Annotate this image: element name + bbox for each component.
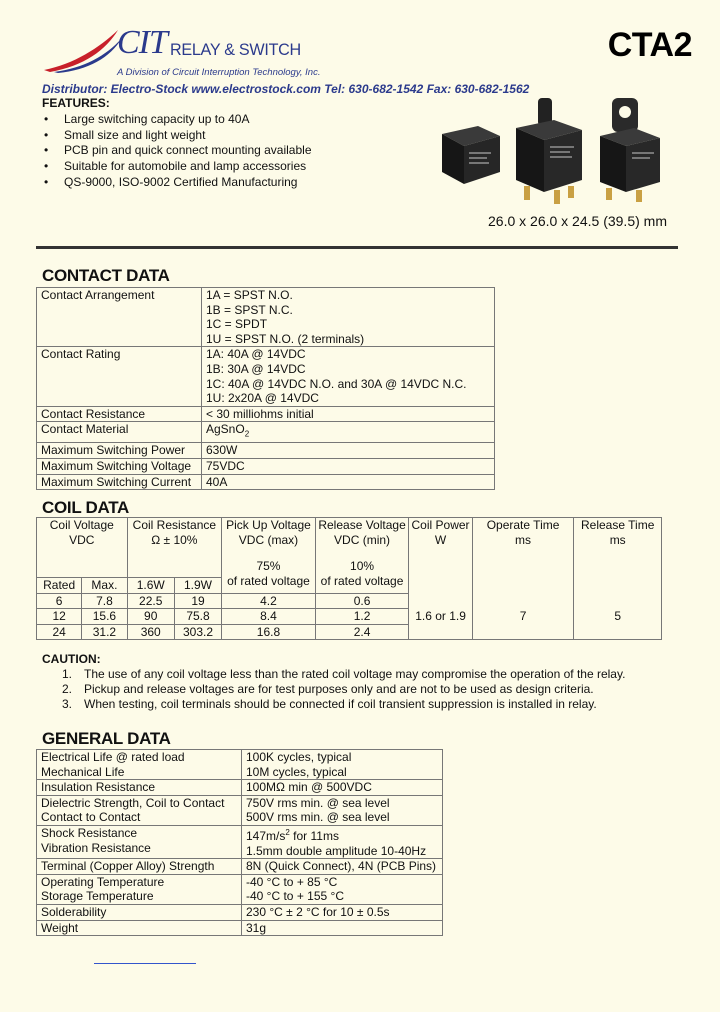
caution-title: CAUTION:	[42, 652, 101, 666]
max-current-label: Maximum Switching Current	[37, 474, 202, 490]
coil-voltage-header	[37, 518, 128, 578]
coil-cell: 0.6	[315, 593, 409, 609]
contact-material-value	[202, 422, 495, 443]
general-data-title: GENERAL DATA	[42, 729, 171, 748]
header-line: W	[434, 532, 447, 547]
header-line: VDC	[69, 532, 95, 547]
max-current-value: 40A	[202, 474, 495, 490]
rating-line: 1C: 40A @ 14VDC N.O. and 30A @ 14VDC N.C.	[206, 376, 467, 391]
operate-time-value: 7	[472, 593, 574, 640]
header-line: Coil Resistance	[132, 518, 217, 532]
text-fragment: 2.	[62, 682, 73, 696]
text-line: Operating Temperature	[41, 874, 165, 889]
coil-cell: 90	[127, 609, 174, 625]
feature-item: • PCB pin and quick connect mounting available	[64, 143, 312, 159]
coil-cell: 6	[37, 593, 82, 609]
coil-resistance-header	[127, 518, 222, 578]
coil-cell: 4.2	[222, 593, 316, 609]
text-line: 100K cycles, typical	[246, 750, 352, 764]
general-value	[242, 825, 443, 858]
general-label: Terminal (Copper Alloy) Strength	[37, 859, 242, 875]
text-line: When testing, coil terminals should be connected if coil transient suppression is installed in relay.	[84, 697, 597, 711]
logo-cit: CIT	[117, 24, 167, 61]
text-line: The use of any coil voltage less than the rated coil voltage may compromise the operation of the relay.	[84, 667, 626, 681]
caution-list	[64, 667, 625, 712]
contact-rating-value	[202, 347, 495, 406]
header-line: Pick Up Voltage	[226, 518, 311, 532]
text-line: Shock Resistance	[41, 825, 138, 840]
contact-rating-label: Contact Rating	[37, 347, 202, 406]
rating-line: 1B: 30A @ 14VDC	[206, 361, 306, 376]
coil-cell: 19	[174, 593, 221, 609]
rating-line: 1U: 2x20A @ 14VDC	[206, 391, 319, 406]
relay-quick-connect-image	[510, 94, 590, 206]
contact-data-table	[36, 287, 495, 490]
logo-swoosh-icon	[44, 30, 124, 74]
general-label: Solderability	[37, 904, 242, 920]
feature-item: • Large switching capacity up to 40A	[64, 112, 312, 128]
coil-cell: 7.8	[82, 593, 127, 609]
max-power-value: 630W	[202, 443, 495, 459]
arrangement-line: 1C = SPDT	[206, 317, 268, 332]
pickup-voltage-header	[222, 518, 316, 594]
arrangement-line: 1U = SPST N.O. (2 terminals)	[206, 331, 365, 346]
text-line: Pickup and release voltages are for test purposes only and are not to be used as design criteria.	[84, 682, 594, 696]
caution-item	[64, 697, 625, 712]
text-fragment: 1.	[62, 667, 73, 681]
material-subscript: 2	[244, 429, 250, 439]
coil-data-title: COIL DATA	[42, 498, 130, 517]
release-time-value: 5	[574, 593, 662, 640]
text-line: for 11ms	[289, 828, 339, 843]
header-line: ms	[515, 532, 532, 547]
distributor-line[interactable]: Distributor: Electro-Stock www.electrostock.com Tel: 630-682-1542 Fax: 630-682-1562	[42, 82, 530, 96]
coil-cell: 24	[37, 624, 82, 640]
general-value	[242, 750, 443, 780]
header-line: Release Time	[581, 518, 655, 532]
product-title: CTA2	[607, 26, 692, 64]
max-voltage-value: 75VDC	[202, 458, 495, 474]
header-line: ms	[609, 532, 626, 547]
general-value	[242, 874, 443, 904]
contact-arrangement-label: Contact Arrangement	[37, 288, 202, 347]
general-value: 230 °C ± 2 °C for 10 ± 0.5s	[242, 904, 443, 920]
contact-resistance-value: < 30 milliohms initial	[202, 406, 495, 422]
coil-cell: 22.5	[127, 593, 174, 609]
feature-item: • QS-9000, ISO-9002 Certified Manufacturing	[64, 175, 312, 191]
rating-line: 1A: 40A @ 14VDC	[206, 347, 306, 362]
operate-time-header	[472, 518, 574, 594]
contact-data-title: CONTACT DATA	[42, 266, 170, 285]
text-fragment: 3.	[62, 697, 73, 711]
text-line: -40 °C to + 85 °C	[246, 874, 338, 889]
caution-item	[64, 682, 625, 697]
text-line: 500V rms min. @ sea level	[246, 810, 390, 825]
coil-cell: 31.2	[82, 624, 127, 640]
text-line: Vibration Resistance	[41, 840, 151, 855]
text-line: 2	[285, 827, 290, 837]
header-line: Coil Voltage	[49, 518, 114, 532]
features-list	[64, 112, 312, 191]
max-subheader: Max.	[82, 578, 127, 594]
header-line: Ω ± 10%	[151, 532, 198, 547]
header-line: 75%	[256, 559, 281, 574]
general-label	[37, 874, 242, 904]
feature-item: • Suitable for automobile and lamp accessories	[64, 159, 312, 175]
coil-cell: 8.4	[222, 609, 316, 625]
coil-data-table	[36, 517, 662, 640]
header-line: of rated voltage	[227, 573, 310, 588]
logo-relay-switch: RELAY & SWITCH	[170, 40, 301, 59]
header-line: 10%	[350, 559, 375, 574]
coil-cell: 360	[127, 624, 174, 640]
general-value	[242, 795, 443, 825]
contact-arrangement-value	[202, 288, 495, 347]
coil-power-value: 1.6 or 1.9	[409, 593, 472, 640]
arrangement-line: 1A = SPST N.O.	[206, 288, 293, 302]
text-line: Electrical Life @ rated load	[41, 750, 185, 764]
text-line: 750V rms min. @ sea level	[246, 795, 390, 810]
text-line: -40 °C to + 155 °C	[246, 889, 344, 904]
general-label: Insulation Resistance	[37, 780, 242, 796]
caution-item	[64, 667, 625, 682]
general-label: Weight	[37, 920, 242, 936]
rated-subheader: Rated	[37, 578, 82, 594]
general-value: 100MΩ min @ 500VDC	[242, 780, 443, 796]
general-value: 8N (Quick Connect), 4N (PCB Pins)	[242, 859, 443, 875]
header-line: VDC (max)	[238, 532, 299, 547]
coil-cell: 2.4	[315, 624, 409, 640]
general-data-table	[36, 749, 443, 936]
relay-bracket-image	[596, 98, 666, 208]
coil-cell: 16.8	[222, 624, 316, 640]
text-line: Contact to Contact	[41, 810, 141, 825]
header-line: Operate Time	[486, 518, 560, 532]
coil-cell: 75.8	[174, 609, 221, 625]
header-line: of rated voltage	[320, 573, 404, 588]
arrangement-line: 1B = SPST N.C.	[206, 302, 293, 317]
general-label	[37, 795, 242, 825]
features-title: FEATURES:	[42, 96, 110, 110]
coil-cell: 12	[37, 609, 82, 625]
text-line: Storage Temperature	[41, 889, 154, 904]
release-time-header	[574, 518, 662, 594]
general-label	[37, 825, 242, 858]
dimensions-caption: 26.0 x 26.0 x 24.5 (39.5) mm	[488, 213, 667, 229]
logo-division: A Division of Circuit Interruption Technology, Inc.	[117, 67, 321, 78]
resistance-16w-subheader: 1.6W	[127, 578, 174, 594]
coil-cell: 15.6	[82, 609, 127, 625]
coil-cell: 303.2	[174, 624, 221, 640]
text-line: 10M cycles, typical	[246, 764, 347, 779]
max-voltage-label: Maximum Switching Voltage	[37, 458, 202, 474]
max-power-label: Maximum Switching Power	[37, 443, 202, 459]
general-value: 31g	[242, 920, 443, 936]
relay-pcb-image	[436, 118, 506, 188]
general-label	[37, 750, 242, 780]
footer-link-underline[interactable]	[94, 963, 196, 964]
coil-power-header	[409, 518, 472, 594]
feature-item: • Small size and light weight	[64, 128, 312, 144]
text-line: 1.5mm double amplitude 10-40Hz	[246, 843, 427, 858]
coil-cell: 1.2	[315, 609, 409, 625]
contact-resistance-label: Contact Resistance	[37, 406, 202, 422]
release-voltage-header	[315, 518, 409, 594]
resistance-19w-subheader: 1.9W	[174, 578, 221, 594]
header-line: Release Voltage	[318, 518, 406, 532]
section-divider	[36, 246, 678, 249]
header-line: VDC (min)	[334, 532, 391, 547]
text-line: 147m/s	[246, 828, 286, 843]
contact-material-label: Contact Material	[37, 422, 202, 443]
material-main: AgSnO	[206, 422, 245, 437]
text-line: Dielectric Strength, Coil to Contact	[41, 795, 225, 810]
header-line: Coil Power	[411, 518, 470, 532]
text-line: Mechanical Life	[41, 764, 125, 779]
